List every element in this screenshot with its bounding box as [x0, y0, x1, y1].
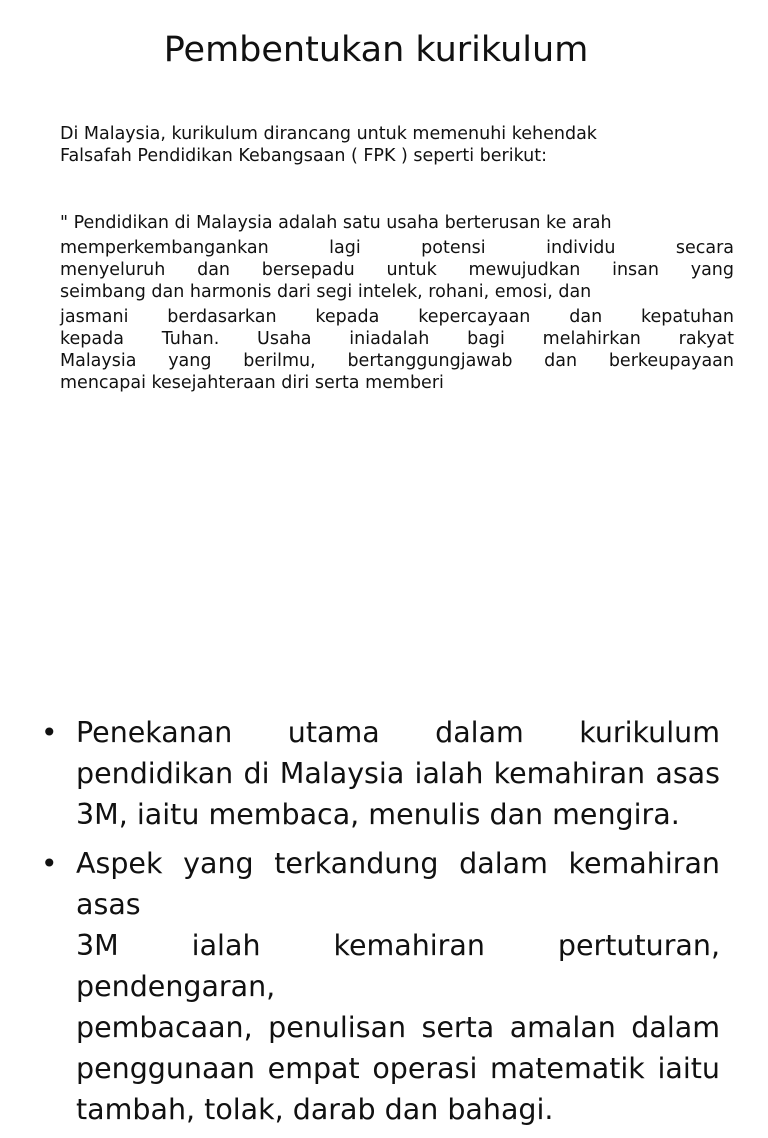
bullet-line: 3M ialah kemahiran pertuturan, pendengaran, [76, 929, 720, 1003]
bullet-line: pembacaan, penulisan serta amalan dalam [76, 1011, 720, 1044]
bullet-line: pendidikan di Malaysia ialah kemahiran asas [76, 757, 720, 790]
intro-line: Di Malaysia, kurikulum dirancang untuk memenuhi kehendak [60, 124, 597, 144]
quote-line: seimbang dan harmonis dari segi intelek, rohani, emosi, dan [60, 282, 592, 302]
bullet-line: 3M, iaitu membaca, menulis dan mengira. [76, 798, 680, 831]
quote-line: memperkembangankan lagi potensi individu secara [60, 238, 734, 258]
bullet-list [41, 712, 720, 1138]
quote-line: menyeluruh dan bersepadu untuk mewujudkan insan yang [60, 260, 734, 280]
bullet-item [41, 843, 720, 1130]
quote-line: Malaysia yang berilmu, bertanggungjawab dan berkeupayaan [60, 351, 734, 371]
quote-line: mencapai kesejahteraan diri serta memberi [60, 373, 444, 393]
bullet-line: penggunaan empat operasi matematik iaitu [76, 1052, 720, 1085]
bullet-icon: • [41, 847, 58, 880]
quote-line: " Pendidikan di Malaysia adalah satu usaha berterusan ke arah [60, 213, 612, 233]
quote-line: jasmani berdasarkan kepada kepercayaan dan kepatuhan [60, 307, 734, 327]
bullet-icon: • [41, 716, 58, 749]
intro-paragraph [60, 123, 734, 167]
intro-line: Falsafah Pendidikan Kebangsaan ( FPK ) seperti berikut: [60, 146, 548, 166]
fpk-quote-paragraph [60, 212, 734, 394]
bullet-line: tambah, tolak, darab dan bahagi. [76, 1093, 554, 1126]
quote-line: kepada Tuhan. Usaha iniadalah bagi melahirkan rakyat [60, 329, 734, 349]
page-title: Pembentukan kurikulum [163, 30, 589, 70]
bullet-line: Aspek yang terkandung dalam kemahiran asas [76, 847, 720, 921]
bullet-item [41, 712, 720, 835]
bullet-line: Penekanan utama dalam kurikulum [76, 716, 720, 749]
